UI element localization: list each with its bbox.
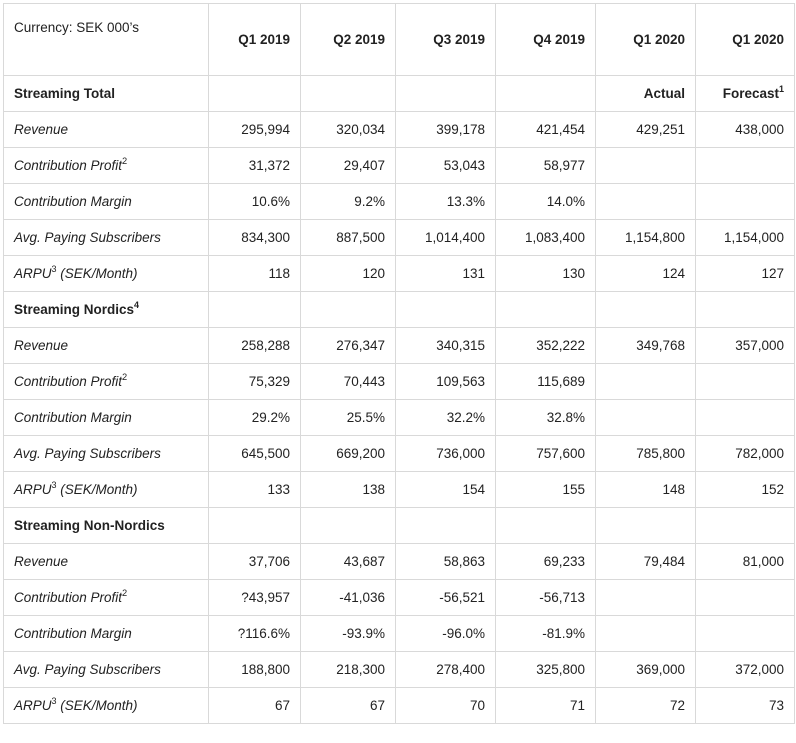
metric-label — [4, 400, 209, 436]
value-cell: 349,768 — [596, 328, 696, 364]
value-cell: 130 — [496, 256, 596, 292]
value-cell: 669,200 — [301, 436, 396, 472]
value-cell: 1,083,400 — [496, 220, 596, 256]
metric-label-suffix: (SEK/Month) — [56, 266, 138, 281]
metric-label-text: Revenue — [14, 338, 69, 353]
value-cell: 115,689 — [496, 364, 596, 400]
value-cell: 13.3% — [396, 184, 496, 220]
period-header: Q4 2019 — [496, 4, 596, 76]
actual-label — [596, 292, 696, 328]
empty-cell — [496, 76, 596, 112]
empty-cell — [301, 76, 396, 112]
value-cell: 154 — [396, 472, 496, 508]
table-row — [4, 184, 795, 220]
metric-label-text: Revenue — [14, 122, 69, 137]
metric-label-text: Avg. Paying Subscribers — [14, 446, 161, 461]
value-cell — [596, 364, 696, 400]
value-cell: 58,977 — [496, 148, 596, 184]
table-row — [4, 688, 795, 724]
value-cell: 887,500 — [301, 220, 396, 256]
table-row — [4, 112, 795, 148]
metric-label-text: Contribution Profit — [14, 590, 123, 605]
value-cell: 295,994 — [209, 112, 301, 148]
value-cell: 120 — [301, 256, 396, 292]
value-cell: 69,233 — [496, 544, 596, 580]
metric-label — [4, 184, 209, 220]
empty-cell — [209, 508, 301, 544]
value-cell — [696, 148, 795, 184]
metric-label — [4, 580, 209, 616]
value-cell: 43,687 — [301, 544, 396, 580]
metric-label — [4, 436, 209, 472]
value-cell: 438,000 — [696, 112, 795, 148]
value-cell: 58,863 — [396, 544, 496, 580]
value-cell: 834,300 — [209, 220, 301, 256]
value-cell — [696, 400, 795, 436]
value-cell: 79,484 — [596, 544, 696, 580]
value-cell: -96.0% — [396, 616, 496, 652]
value-cell: 782,000 — [696, 436, 795, 472]
table-row — [4, 256, 795, 292]
financial-table-body — [4, 4, 795, 724]
metric-label-text: Revenue — [14, 554, 69, 569]
metric-label-text: Avg. Paying Subscribers — [14, 662, 161, 677]
period-header: Q1 2019 — [209, 4, 301, 76]
value-cell: 1,014,400 — [396, 220, 496, 256]
table-row — [4, 220, 795, 256]
footnote-marker: 3 — [51, 263, 57, 274]
value-cell: 131 — [396, 256, 496, 292]
metric-label — [4, 220, 209, 256]
value-cell: 785,800 — [596, 436, 696, 472]
value-cell: 32.8% — [496, 400, 596, 436]
value-cell: 325,800 — [496, 652, 596, 688]
metric-label-text: ARPU — [14, 698, 52, 713]
value-cell: 429,251 — [596, 112, 696, 148]
section-row — [4, 508, 795, 544]
table-row — [4, 364, 795, 400]
value-cell: -41,036 — [301, 580, 396, 616]
metric-label-text: Contribution Margin — [14, 626, 132, 641]
value-cell: 258,288 — [209, 328, 301, 364]
value-cell: 155 — [496, 472, 596, 508]
value-cell: 372,000 — [696, 652, 795, 688]
value-cell: 53,043 — [396, 148, 496, 184]
table-row — [4, 652, 795, 688]
value-cell: 10.6% — [209, 184, 301, 220]
metric-label-text: ARPU — [14, 266, 52, 281]
value-cell — [696, 184, 795, 220]
table-row — [4, 544, 795, 580]
footnote-marker: 2 — [122, 371, 128, 382]
footnote-marker: 3 — [51, 479, 57, 490]
section-title — [4, 292, 209, 328]
value-cell: 67 — [209, 688, 301, 724]
value-cell: 757,600 — [496, 436, 596, 472]
financial-table — [3, 3, 795, 724]
table-row — [4, 472, 795, 508]
value-cell: 75,329 — [209, 364, 301, 400]
metric-label — [4, 688, 209, 724]
metric-label-text: Contribution Margin — [14, 410, 132, 425]
value-cell: 29.2% — [209, 400, 301, 436]
value-cell: 357,000 — [696, 328, 795, 364]
value-cell: 32.2% — [396, 400, 496, 436]
forecast-label-cell — [696, 508, 795, 544]
section-title — [4, 508, 209, 544]
value-cell: 352,222 — [496, 328, 596, 364]
currency-label: Currency: SEK 000’s — [4, 4, 209, 76]
empty-cell — [396, 508, 496, 544]
empty-cell — [396, 76, 496, 112]
section-row — [4, 76, 795, 112]
empty-cell — [301, 292, 396, 328]
metric-label — [4, 112, 209, 148]
empty-cell — [496, 508, 596, 544]
section-title-text: Streaming Total — [14, 86, 116, 101]
table-row — [4, 616, 795, 652]
metric-label — [4, 544, 209, 580]
metric-label — [4, 148, 209, 184]
value-cell: 218,300 — [301, 652, 396, 688]
empty-cell — [396, 292, 496, 328]
value-cell — [596, 184, 696, 220]
value-cell: 73 — [696, 688, 795, 724]
value-cell: 736,000 — [396, 436, 496, 472]
value-cell — [696, 580, 795, 616]
value-cell — [596, 148, 696, 184]
value-cell — [596, 400, 696, 436]
period-header: Q2 2019 — [301, 4, 396, 76]
forecast-label-cell — [696, 76, 795, 112]
value-cell: 421,454 — [496, 112, 596, 148]
footnote-marker: 2 — [122, 155, 128, 166]
value-cell: 14.0% — [496, 184, 596, 220]
footnote-marker: 1 — [778, 83, 784, 94]
value-cell: 188,800 — [209, 652, 301, 688]
footnote-marker: 4 — [134, 299, 140, 310]
empty-cell — [209, 292, 301, 328]
value-cell — [696, 616, 795, 652]
metric-label — [4, 256, 209, 292]
value-cell: 148 — [596, 472, 696, 508]
footnote-marker: 2 — [122, 587, 128, 598]
value-cell: 9.2% — [301, 184, 396, 220]
value-cell: 67 — [301, 688, 396, 724]
actual-label: Actual — [596, 76, 696, 112]
value-cell: 71 — [496, 688, 596, 724]
metric-label-text: ARPU — [14, 482, 52, 497]
value-cell: 70,443 — [301, 364, 396, 400]
table-row — [4, 328, 795, 364]
value-cell: 399,178 — [396, 112, 496, 148]
forecast-label-cell — [696, 292, 795, 328]
metric-label-text: Contribution Profit — [14, 374, 123, 389]
empty-cell — [496, 292, 596, 328]
metric-label — [4, 616, 209, 652]
value-cell: 109,563 — [396, 364, 496, 400]
value-cell: 340,315 — [396, 328, 496, 364]
empty-cell — [209, 76, 301, 112]
value-cell: 133 — [209, 472, 301, 508]
header-row — [4, 4, 795, 76]
table-row — [4, 400, 795, 436]
footnote-marker: 3 — [51, 695, 57, 706]
value-cell — [596, 580, 696, 616]
value-cell: 138 — [301, 472, 396, 508]
metric-label — [4, 472, 209, 508]
actual-label — [596, 508, 696, 544]
value-cell: 37,706 — [209, 544, 301, 580]
metric-label-text: Contribution Profit — [14, 158, 123, 173]
table-row — [4, 148, 795, 184]
value-cell: -56,521 — [396, 580, 496, 616]
value-cell: 152 — [696, 472, 795, 508]
value-cell: ?116.6% — [209, 616, 301, 652]
section-title — [4, 76, 209, 112]
value-cell: 124 — [596, 256, 696, 292]
value-cell: 369,000 — [596, 652, 696, 688]
section-title-text: Streaming Nordics — [14, 302, 135, 317]
metric-label-text: Contribution Margin — [14, 194, 132, 209]
table-row — [4, 436, 795, 472]
value-cell: 1,154,800 — [596, 220, 696, 256]
value-cell: 72 — [596, 688, 696, 724]
value-cell: 25.5% — [301, 400, 396, 436]
value-cell: 70 — [396, 688, 496, 724]
metric-label — [4, 328, 209, 364]
section-row — [4, 292, 795, 328]
value-cell — [596, 616, 696, 652]
value-cell: 81,000 — [696, 544, 795, 580]
value-cell: 276,347 — [301, 328, 396, 364]
empty-cell — [301, 508, 396, 544]
table-row — [4, 580, 795, 616]
period-header: Q1 2020 — [596, 4, 696, 76]
value-cell: -56,713 — [496, 580, 596, 616]
section-title-text: Streaming Non-Nordics — [14, 518, 165, 533]
period-header: Q1 2020 — [696, 4, 795, 76]
forecast-label: Forecast — [722, 86, 779, 101]
value-cell: ?43,957 — [209, 580, 301, 616]
value-cell: 1,154,000 — [696, 220, 795, 256]
metric-label — [4, 364, 209, 400]
value-cell — [696, 364, 795, 400]
metric-label-suffix: (SEK/Month) — [56, 698, 138, 713]
value-cell: -81.9% — [496, 616, 596, 652]
value-cell: 127 — [696, 256, 795, 292]
value-cell: -93.9% — [301, 616, 396, 652]
value-cell: 278,400 — [396, 652, 496, 688]
period-header: Q3 2019 — [396, 4, 496, 76]
metric-label-text: Avg. Paying Subscribers — [14, 230, 161, 245]
value-cell: 31,372 — [209, 148, 301, 184]
metric-label-suffix: (SEK/Month) — [56, 482, 138, 497]
value-cell: 118 — [209, 256, 301, 292]
value-cell: 320,034 — [301, 112, 396, 148]
value-cell: 645,500 — [209, 436, 301, 472]
metric-label — [4, 652, 209, 688]
value-cell: 29,407 — [301, 148, 396, 184]
